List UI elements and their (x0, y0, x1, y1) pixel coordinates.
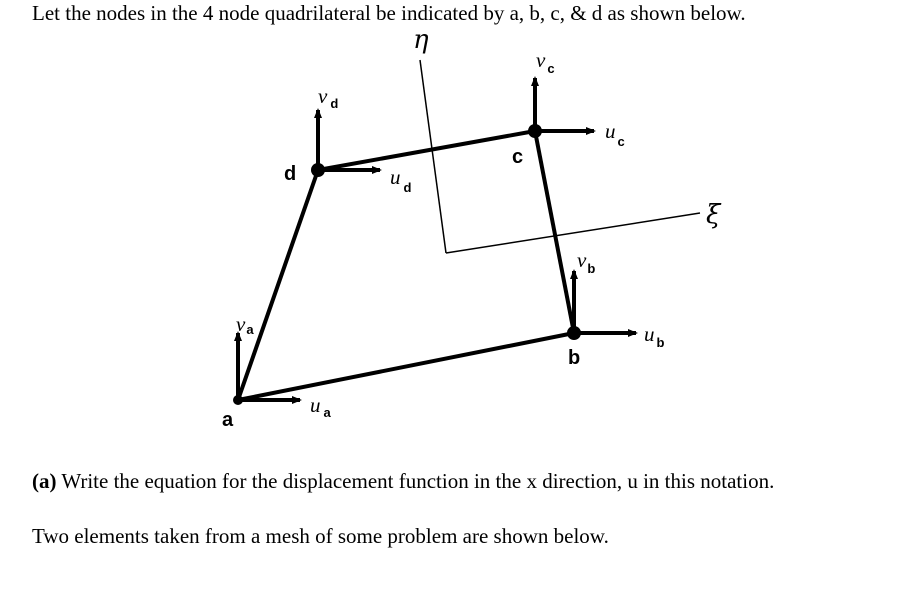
label-ub: u $_b$ (644, 322, 665, 350)
node-label-d: d (284, 163, 297, 185)
eta-axis (420, 60, 446, 253)
question-a-text: Write the equation for the displacement function in the x direction, u in this notation. (56, 469, 775, 493)
label-vc: v $_c$ (536, 48, 555, 76)
outro-text: Two elements taken from a mesh of some problem are shown below. (32, 524, 609, 548)
eta-label: η (413, 25, 429, 55)
node-label-b: b (568, 347, 581, 369)
question-a-label: (a) (32, 469, 57, 493)
node-label-c: c (512, 146, 524, 168)
label-uc: u $_c$ (605, 119, 625, 149)
question-a (32, 469, 774, 494)
node-dot-b (567, 326, 581, 340)
label-ua: u $_a$ (310, 393, 331, 420)
label-ud: u $_d$ (390, 165, 412, 195)
node-dot-c (528, 124, 542, 138)
node-dot-d (311, 163, 325, 177)
xi-axis (446, 213, 700, 253)
node-dot-a (233, 395, 243, 405)
xi-label: ξ (706, 200, 721, 230)
label-vb: $v_b$ (577, 248, 596, 276)
node-label-a: a (222, 409, 234, 431)
label-vd: v $_d$ (318, 84, 339, 111)
label-va: va (236, 312, 254, 337)
intro-text: Let the nodes in the 4 node quadrilateral be indicated by a, b, c, & d as shown below. (32, 1, 746, 25)
